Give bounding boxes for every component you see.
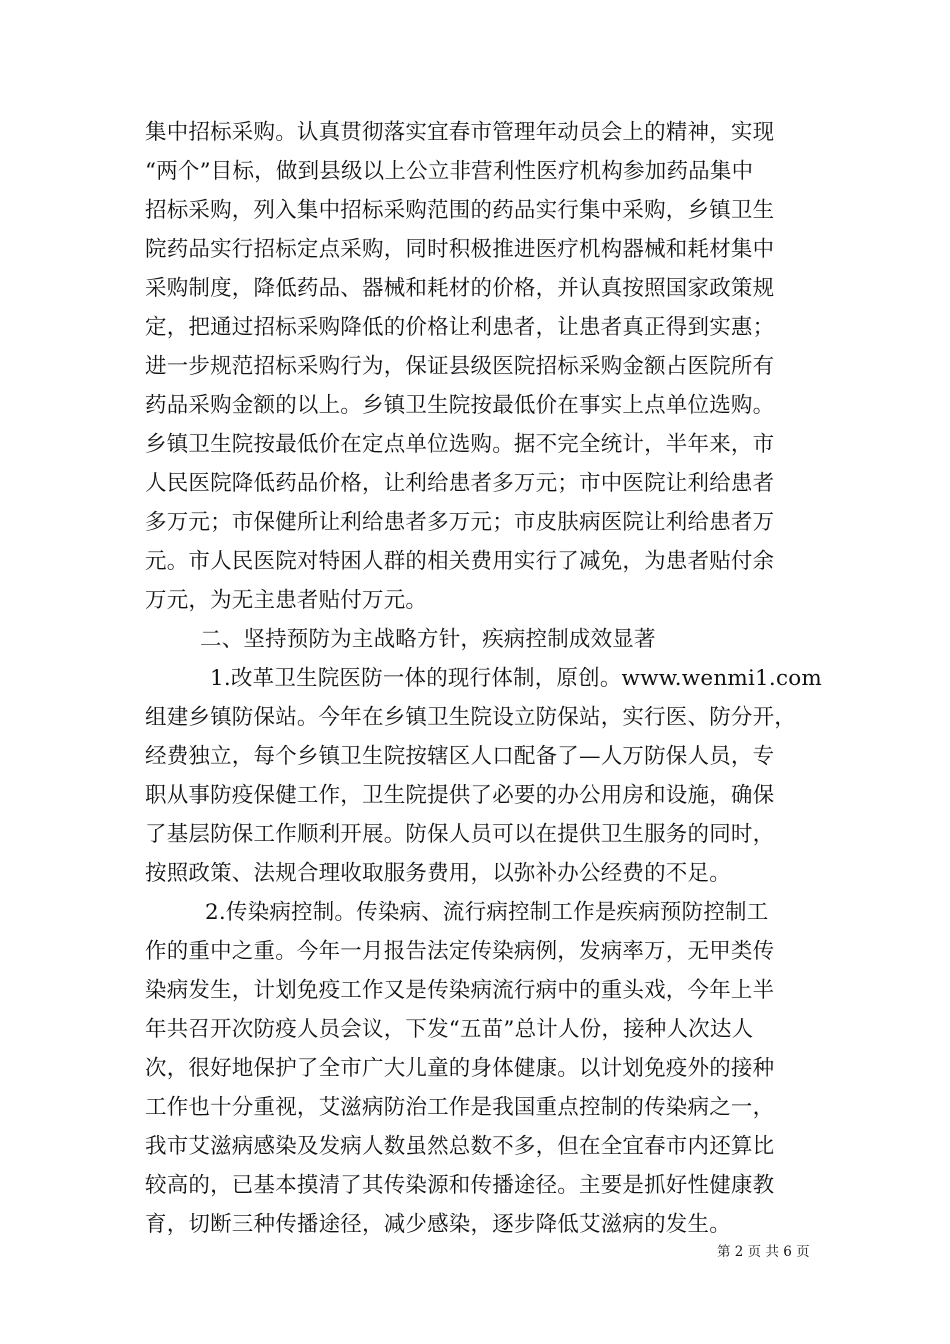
paragraph-line: 经费独立，每个乡镇卫生院按辖区人口配备了—人万防保人员，专 [145,744,775,769]
paragraph-line: 1.改革卫生院医防一体的现行体制，原创。www.wenmi1.com [210,666,822,691]
paragraph-line: 较高的，已基本摸清了其传染源和传播途径。主要是抓好性健康教 [145,1173,775,1198]
paragraph-line: 多万元；市保健所让利给患者多万元；市皮肤病医院让利给患者万 [145,510,775,535]
paragraph-line: 集中招标采购。认真贯彻落实宜春市管理年动员会上的精神，实现 [145,120,775,145]
section-heading: 二、坚持预防为主战略方针，疾病控制成效显著 [200,627,656,652]
paragraph-line: 采购制度，降低药品、器械和耗材的价格，并认真按照国家政策规 [145,276,775,301]
paragraph-line: 2.传染病控制。传染病、流行病控制工作是疾病预防控制工 [205,900,769,925]
paragraph-line: 万元，为无主患者贴付万元。 [145,588,428,613]
paragraph-line: 按照政策、法规合理收取服务费用，以弥补办公经费的不足。 [145,861,731,886]
paragraph-line: 乡镇卫生院按最低价在定点单位选购。据不完全统计，半年来，市 [145,432,775,457]
page-number: 第 2 页 共 6 页 [717,1244,810,1260]
paragraph-line: 人民医院降低药品价格，让利给患者多万元；市中医院让利给患者 [145,471,775,496]
paragraph-line: 作的重中之重。今年一月报告法定传染病例，发病率万，无甲类传 [145,939,775,964]
paragraph-line: 了基层防保工作顺利开展。防保人员可以在提供卫生服务的同时， [145,822,775,847]
paragraph-line: 年共召开次防疫人员会议，下发“五苗”总计人份，接种人次达人 [145,1017,754,1042]
paragraph-line: 元。市人民医院对特困人群的相关费用实行了减免，为患者贴付余 [145,549,775,574]
paragraph-line: 定，把通过招标采购降低的价格让利患者，让患者真正得到实惠； [145,315,775,340]
paragraph-line: 组建乡镇防保站。今年在乡镇卫生院设立防保站，实行医、防分开， [145,705,797,730]
paragraph-line: 职从事防疫保健工作，卫生院提供了必要的办公用房和设施，确保 [145,783,775,808]
paragraph-line: “两个”目标，做到县级以上公立非营利性医疗机构参加药品集中 [145,159,754,184]
paragraph-line: 次，很好地保护了全市广大儿童的身体健康。以计划免疫外的接种 [145,1056,775,1081]
paragraph-line: 药品采购金额的以上。乡镇卫生院按最低价在事实上点单位选购。 [145,393,775,418]
paragraph-line: 育，切断三种传播途径，减少感染，逐步降低艾滋病的发生。 [145,1212,731,1237]
paragraph-line: 染病发生，计划免疫工作又是传染病流行病中的重头戏，今年上半 [145,978,775,1003]
paragraph-line: 我市艾滋病感染及发病人数虽然总数不多，但在全宜春市内还算比 [145,1134,775,1159]
paragraph-line: 进一步规范招标采购行为，保证县级医院招标采购金额占医院所有 [145,354,775,379]
paragraph-line: 招标采购，列入集中招标采购范围的药品实行集中采购，乡镇卫生 [145,198,775,223]
paragraph-line: 院药品实行招标定点采购，同时积极推进医疗机构器械和耗材集中 [145,237,775,262]
paragraph-line: 工作也十分重视，艾滋病防治工作是我国重点控制的传染病之一， [145,1095,775,1120]
